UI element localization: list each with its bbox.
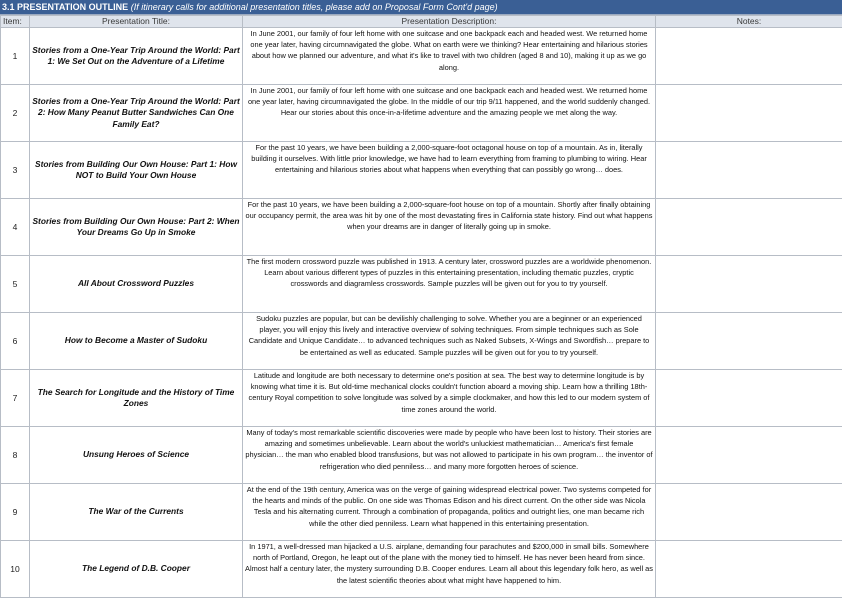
presentation-description[interactable]	[243, 199, 656, 256]
description-text: Latitude and longitude are both necessary to determine one's position at sea. The best way to determine longitude is by knowing what time it is. But old-time mechanical clocks couldn't function aboard a moving ship. Learn how a thrilling 18th-century Royal competition to solve longitude was solved by a simple clockmaker, and how this led to our modern system of time zones around the world.	[248, 371, 650, 414]
notes-cell[interactable]	[656, 28, 842, 85]
presentation-description[interactable]	[243, 541, 656, 598]
table-row	[1, 28, 842, 85]
description-text: Sudoku puzzles are popular, but can be devilishly challenging to solve. Whether you are a beginner or an experienced player, you will enjoy this lively and interactive overview of solving techniques. From simple techniques such as Sole Candidate and Unique Candidate… to advanced techniques such as Naked Subsets, X-Wings and Swordfish… prepare to be entertained as well as educated. Sample puzzles will be given out for you to try yourself.	[248, 314, 650, 357]
header-row	[1, 16, 842, 28]
item-number: 6	[1, 313, 30, 370]
outline-table	[0, 15, 842, 598]
item-number: 8	[1, 427, 30, 484]
notes-cell[interactable]	[656, 85, 842, 142]
table-row	[1, 541, 842, 598]
presentation-title[interactable]: Stories from Building Our Own House: Part 2: When Your Dreams Go Up in Smoke	[30, 199, 243, 256]
presentation-title[interactable]: Stories from a One-Year Trip Around the World: Part 1: We Set Out on the Adventure of a Lifetime	[30, 28, 243, 85]
notes-cell[interactable]	[656, 541, 842, 598]
table-row	[1, 427, 842, 484]
section-note: (If itinerary calls for additional presentation titles, please add on Proposal Form Cont'd page)	[130, 2, 498, 12]
description-text: The first modern crossword puzzle was published in 1913. A century later, crossword puzzles are a worldwide phenomenon. Learn about various different types of puzzles in this entertaining presentation, including thematic puzzles, cryptic crosswords and diagramless crosswords. Sample puzzles will be given out for you to try yourself.	[246, 257, 652, 289]
notes-cell[interactable]	[656, 427, 842, 484]
column-header-description: Presentation Description:	[243, 16, 656, 28]
presentation-description[interactable]	[243, 142, 656, 199]
notes-cell[interactable]	[656, 484, 842, 541]
notes-cell[interactable]	[656, 199, 842, 256]
description-text: Many of today's most remarkable scientific discoveries were made by people who have been lost to history. Their stories are amazing and sometimes unbelievable. Learn about the world's unluckiest mathematician… America's first female physician… the man who enabled blood transfusions, but was not allowed to participate in his own program… the inventor of refrigeration who died penniless… and many more forgotten heroes of science.	[245, 428, 653, 471]
presentation-title[interactable]: Unsung Heroes of Science	[30, 427, 243, 484]
presentation-title[interactable]: How to Become a Master of Sudoku	[30, 313, 243, 370]
item-number: 10	[1, 541, 30, 598]
notes-cell[interactable]	[656, 370, 842, 427]
column-header-notes: Notes:	[656, 16, 842, 28]
presentation-description[interactable]	[243, 484, 656, 541]
presentation-description[interactable]	[243, 313, 656, 370]
section-title: 3.1 PRESENTATION OUTLINE	[2, 2, 129, 12]
description-text: In June 2001, our family of four left home with one suitcase and one backpack each and headed west. We returned home one year later, having circumnavigated the globe. In the middle of our trip 9/11 happened, and the world suddenly changed. Hear our stories about this once-in-a-lifetime adventure and the amazing people we met along the way.	[247, 86, 651, 118]
item-number: 4	[1, 199, 30, 256]
description-text: At the end of the 19th century, America was on the verge of gaining widespread electrical power. Two systems competed for the hearts and minds of the public. On one side was Thomas Edison and his direct current. On the other side was Nicola Tesla and his alternating current. Through a combination of propaganda, politics and outright lies, one man became rich while the other died penniless. Learn what happened in this entertaining presentation.	[246, 485, 652, 528]
description-text: In June 2001, our family of four left home with one suitcase and one backpack each and headed west. We returned home one year later, having circumnavigated the globe. What on earth were we thinking? Hear entertaining and hilarious stories about how we planned our adventure, and what it's like to travel with two children (aged 8 and 10), making it up as we go along.	[250, 29, 648, 72]
presentation-description[interactable]	[243, 256, 656, 313]
presentation-title[interactable]: The Legend of D.B. Cooper	[30, 541, 243, 598]
item-number: 9	[1, 484, 30, 541]
item-number: 5	[1, 256, 30, 313]
notes-cell[interactable]	[656, 313, 842, 370]
presentation-description[interactable]	[243, 85, 656, 142]
table-row	[1, 142, 842, 199]
column-header-title: Presentation Title:	[30, 16, 243, 28]
presentation-title[interactable]: Stories from Building Our Own House: Part 1: How NOT to Build Your Own House	[30, 142, 243, 199]
presentation-description[interactable]	[243, 427, 656, 484]
presentation-title[interactable]: Stories from a One-Year Trip Around the World: Part 2: How Many Peanut Butter Sandwiches Can One Family Eat?	[30, 85, 243, 142]
table-row	[1, 370, 842, 427]
presentation-description[interactable]	[243, 370, 656, 427]
description-text: In 1971, a well-dressed man hijacked a U.S. airplane, demanding four parachutes and $200,000 in small bills. Somewhere north of Portland, Oregon, he leapt out of the plane with the money tied to himself. He has never been heard from since. Almost half a century later, the mystery surrounding D.B. Cooper endures. Learn all about this legendary folk hero, as well as the latest scientific theories about what might have happened to him.	[245, 542, 653, 585]
description-text: For the past 10 years, we have been building a 2,000-square-foot house on top of a mountain. Shortly after finally obtaining our occupancy permit, the area was hit by one of the most devastating fires in California state history. Find out what happens when your dreams are in danger of literally going up in smoke.	[245, 200, 653, 232]
table-row	[1, 85, 842, 142]
item-number: 7	[1, 370, 30, 427]
item-number: 1	[1, 28, 30, 85]
notes-cell[interactable]	[656, 142, 842, 199]
presentation-description[interactable]	[243, 28, 656, 85]
description-text: For the past 10 years, we have been building a 2,000-square-foot octagonal house on top of a mountain. As in, literally building it ourselves. With little prior knowledge, we have had to learn everything from framing to plumbing to wiring. Hear entertaining and hilarious stories about what happens when everything that can possibly go wrong… does.	[251, 143, 647, 175]
presentation-title[interactable]: All About Crossword Puzzles	[30, 256, 243, 313]
item-number: 3	[1, 142, 30, 199]
table-row	[1, 484, 842, 541]
presentation-title[interactable]: The War of the Currents	[30, 484, 243, 541]
table-row	[1, 256, 842, 313]
column-header-item: Item:	[1, 16, 30, 28]
section-header	[0, 0, 842, 15]
item-number: 2	[1, 85, 30, 142]
presentation-title[interactable]: The Search for Longitude and the History of Time Zones	[30, 370, 243, 427]
table-row	[1, 199, 842, 256]
table-row	[1, 313, 842, 370]
notes-cell[interactable]	[656, 256, 842, 313]
